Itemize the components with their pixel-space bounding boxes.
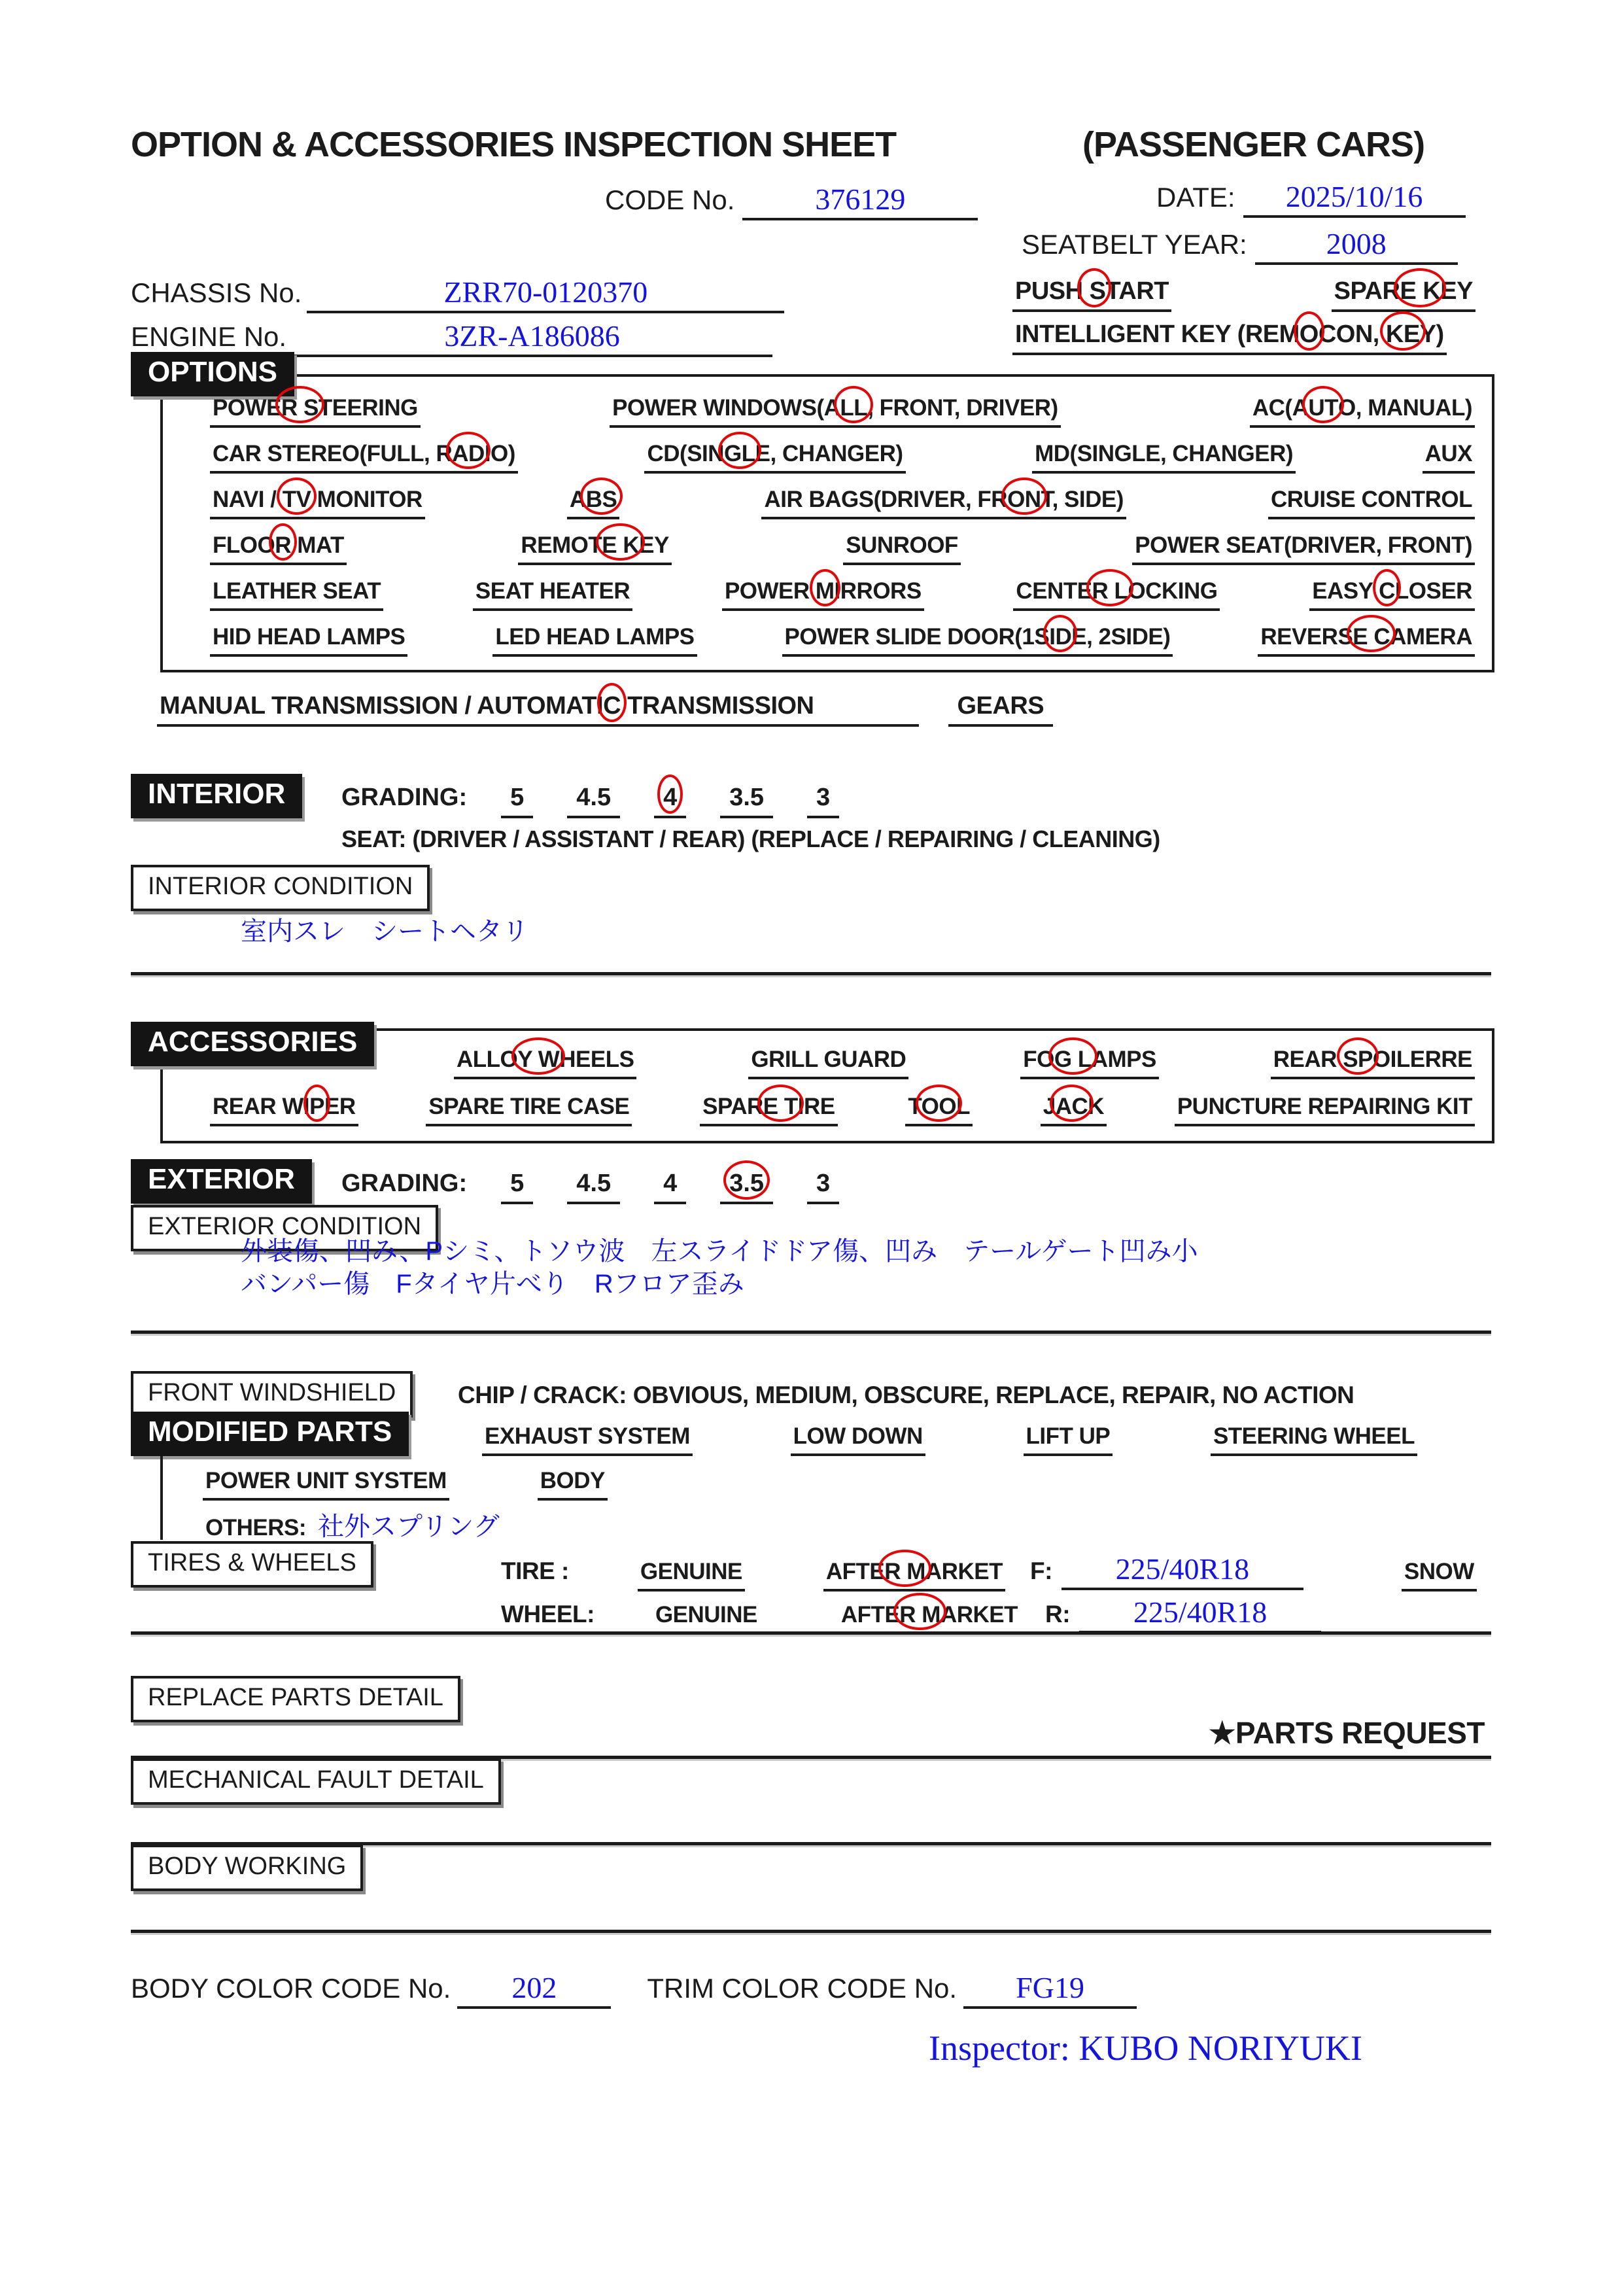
interior-grading-label: GRADING: xyxy=(341,784,468,811)
option-aux: AUX xyxy=(1423,441,1475,474)
modified-parts-left-border xyxy=(160,1456,163,1540)
exterior-condition-note-1: 外装傷、凹み、Pシミ、トソウ波 左スライドドア傷、凹み テールゲート凹み小 xyxy=(241,1237,1198,1266)
divider-3 xyxy=(131,1631,1491,1635)
trim-color-code-value: FG19 xyxy=(963,1970,1137,2009)
options-row-6 xyxy=(163,624,1487,657)
options-row-5 xyxy=(163,578,1487,611)
accessory-puncture-repairing-kit: PUNCTURE REPAIRING KIT xyxy=(1175,1094,1475,1126)
options-row-2 xyxy=(163,441,1487,474)
option-floor-mat: FLOOR MAT xyxy=(210,532,347,565)
interior-seat-line: SEAT: (DRIVER / ASSISTANT / REAR) (REPLACE / REPAIRING / CLEANING) xyxy=(341,826,1160,852)
date-value: 2025/10/16 xyxy=(1243,179,1466,218)
wheel-genuine: GENUINE xyxy=(653,1602,760,1635)
engine-no-value: 3ZR-A186086 xyxy=(292,319,772,357)
option-led-head-lamps: LED HEAD LAMPS xyxy=(492,624,697,657)
exterior-grade-5: 5 xyxy=(501,1170,533,1204)
exterior-condition-note-2: バンパー傷 Fタイヤ片べり Rフロア歪み xyxy=(241,1270,744,1298)
exterior-grade-3-5: 3.5 xyxy=(720,1170,773,1204)
modified-lift-up: LIFT UP xyxy=(1024,1423,1113,1456)
modified-parts-section-label: MODIFIED PARTS xyxy=(131,1412,409,1456)
option-power-mirrors: POWER MIRRORS xyxy=(722,578,924,611)
exterior-condition-label: EXTERIOR CONDITION xyxy=(131,1205,438,1251)
modified-others-label: OTHERS: xyxy=(203,1515,309,1548)
intelligent-key-option: INTELLIGENT KEY (REMOCON, KEY) xyxy=(1012,321,1447,355)
option-abs: ABS xyxy=(567,487,619,519)
interior-condition-note: 室内スレ シートヘタリ xyxy=(241,917,528,946)
tire-genuine: GENUINE xyxy=(638,1559,745,1592)
modified-power-unit-system: POWER UNIT SYSTEM xyxy=(203,1468,449,1501)
tire-rear-size: 225/40R18 xyxy=(1079,1595,1321,1633)
option-ac: AC(AUTO, MANUAL) xyxy=(1250,395,1475,428)
code-no-label: CODE No. xyxy=(605,184,735,215)
tire-front-size: 225/40R18 xyxy=(1061,1552,1303,1590)
modified-steering-wheel: STEERING WHEEL xyxy=(1211,1423,1417,1456)
interior-condition-label: INTERIOR CONDITION xyxy=(131,865,430,911)
engine-no-label: ENGINE No. xyxy=(131,321,287,352)
accessory-grill-guard: GRILL GUARD xyxy=(748,1047,908,1079)
accessory-rear-wiper: REAR WIPER xyxy=(210,1094,358,1126)
option-hid-head-lamps: HID HEAD LAMPS xyxy=(210,624,407,657)
accessories-row-1 xyxy=(163,1047,1487,1079)
modified-body: BODY xyxy=(538,1468,608,1501)
options-section-label: OPTIONS xyxy=(131,352,294,396)
tire-rear-label: R: xyxy=(1045,1601,1071,1627)
interior-grade-3: 3 xyxy=(807,784,839,818)
replace-parts-detail-label: REPLACE PARTS DETAIL xyxy=(131,1676,460,1722)
seatbelt-year-label: SEATBELT YEAR: xyxy=(1022,229,1247,260)
chassis-no-label: CHASSIS No. xyxy=(131,277,302,308)
exterior-section-label: EXTERIOR xyxy=(131,1159,312,1204)
gears-label: GEARS xyxy=(948,692,1054,727)
accessory-alloy-wheels: ALLOY WHEELS xyxy=(454,1047,636,1079)
modified-others-value: 社外スプリング xyxy=(318,1512,500,1541)
accessory-spare-tire: SPARE TIRE xyxy=(700,1094,837,1126)
tire-label: TIRE : xyxy=(501,1557,569,1584)
interior-grade-4-5: 4.5 xyxy=(567,784,620,818)
tire-snow: SNOW xyxy=(1402,1559,1477,1592)
option-leather-seat: LEATHER SEAT xyxy=(210,578,383,611)
option-easy-closer: EASY CLOSER xyxy=(1309,578,1475,611)
option-air-bags: AIR BAGS(DRIVER, FRONT, SIDE) xyxy=(761,487,1126,519)
modified-low-down: LOW DOWN xyxy=(791,1423,925,1456)
options-row-1 xyxy=(163,395,1487,428)
accessory-fog-lamps: FOG LAMPS xyxy=(1020,1047,1159,1079)
option-seat-heater: SEAT HEATER xyxy=(473,578,632,611)
option-md: MD(SINGLE, CHANGER) xyxy=(1032,441,1296,474)
divider-2 xyxy=(131,1331,1491,1334)
transmission-option: MANUAL TRANSMISSION / AUTOMATIC TRANSMISSION xyxy=(157,692,919,727)
options-row-3 xyxy=(163,487,1487,519)
divider-1 xyxy=(131,972,1491,975)
interior-section-label: INTERIOR xyxy=(131,774,302,818)
exterior-grade-3: 3 xyxy=(807,1170,839,1204)
option-sunroof: SUNROOF xyxy=(843,532,961,565)
body-color-code-label: BODY COLOR CODE No. xyxy=(131,1973,451,2004)
wheel-aftermarket: AFTER MARKET xyxy=(838,1602,1020,1635)
option-cruise-control: CRUISE CONTROL xyxy=(1268,487,1475,519)
chassis-no-value: ZRR70-0120370 xyxy=(307,275,784,313)
tires-wheels-label: TIRES & WHEELS xyxy=(131,1541,373,1588)
accessory-jack: JACK xyxy=(1041,1094,1107,1126)
page-title: OPTION & ACCESSORIES INSPECTION SHEET xyxy=(131,125,897,164)
spare-key-option: SPARE KEY xyxy=(1332,277,1475,312)
option-center-locking: CENTER LOCKING xyxy=(1013,578,1220,611)
body-color-code-value: 202 xyxy=(457,1970,611,2009)
front-windshield-label: FRONT WINDSHIELD xyxy=(131,1371,413,1418)
option-remote-key: REMOTE KEY xyxy=(518,532,671,565)
inspector-signature: Inspector: KUBO NORIYUKI xyxy=(929,2028,1362,2068)
parts-request-label: ★PARTS REQUEST xyxy=(1209,1716,1485,1750)
option-power-seat: POWER SEAT(DRIVER, FRONT) xyxy=(1132,532,1475,565)
option-reverse-camera: REVERSE CAMERA xyxy=(1258,624,1475,657)
page-subtitle: (PASSENGER CARS) xyxy=(1082,125,1425,164)
date-label: DATE: xyxy=(1156,182,1235,213)
mechanical-fault-detail-label: MECHANICAL FAULT DETAIL xyxy=(131,1758,501,1805)
interior-grade-3-5: 3.5 xyxy=(720,784,773,818)
divider-6 xyxy=(131,1930,1491,1933)
code-no-value: 376129 xyxy=(742,182,978,220)
option-car-stereo: CAR STEREO(FULL, RADIO) xyxy=(210,441,518,474)
front-windshield-options: CHIP / CRACK: OBVIOUS, MEDIUM, OBSCURE, REPLACE, REPAIR, NO ACTION xyxy=(458,1382,1355,1408)
wheel-label: WHEEL: xyxy=(501,1601,595,1627)
push-start-option: PUSH START xyxy=(1012,277,1171,312)
tire-aftermarket: AFTER MARKET xyxy=(823,1559,1005,1592)
interior-grade-4: 4 xyxy=(654,784,686,818)
option-power-slide-door: POWER SLIDE DOOR(1SIDE, 2SIDE) xyxy=(782,624,1173,657)
accessory-spare-tire-case: SPARE TIRE CASE xyxy=(426,1094,632,1126)
option-power-steering: POWER STEERING xyxy=(210,395,421,428)
options-row-4 xyxy=(163,532,1487,565)
exterior-grade-4-5: 4.5 xyxy=(567,1170,620,1204)
accessory-rear-spoiler: REAR SPOILERRE xyxy=(1271,1047,1475,1079)
trim-color-code-label: TRIM COLOR CODE No. xyxy=(647,1973,958,2004)
seatbelt-year-value: 2008 xyxy=(1255,226,1458,265)
modified-exhaust-system: EXHAUST SYSTEM xyxy=(482,1423,693,1456)
exterior-grading-label: GRADING: xyxy=(341,1170,468,1197)
tire-front-label: F: xyxy=(1029,1557,1052,1584)
body-working-label: BODY WORKING xyxy=(131,1845,363,1891)
accessories-row-2 xyxy=(163,1094,1487,1126)
exterior-grade-4: 4 xyxy=(654,1170,686,1204)
option-navi-tv-monitor: NAVI / TV MONITOR xyxy=(210,487,425,519)
option-power-windows: POWER WINDOWS(ALL, FRONT, DRIVER) xyxy=(610,395,1061,428)
option-cd: CD(SINGLE, CHANGER) xyxy=(644,441,905,474)
accessory-tool: TOOL xyxy=(905,1094,973,1126)
accessories-section-label: ACCESSORIES xyxy=(131,1022,374,1066)
interior-grade-5: 5 xyxy=(501,784,533,818)
